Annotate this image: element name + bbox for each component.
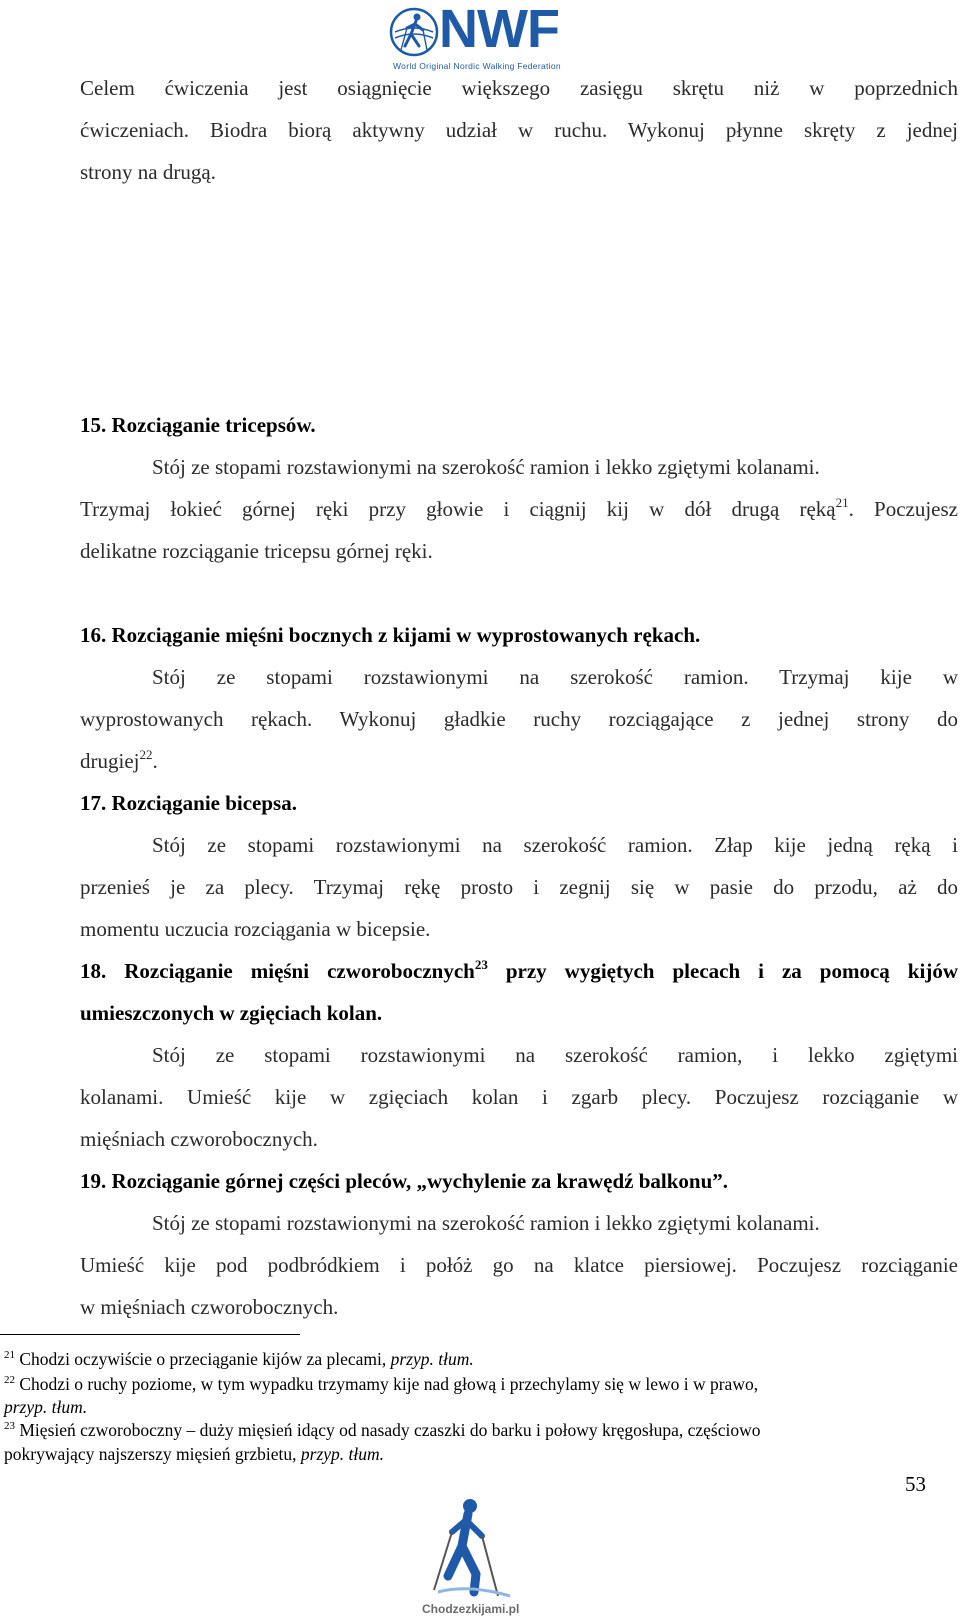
footnote-22-note: przyp. tłum.	[4, 1397, 88, 1417]
footnote-22-cont	[4, 1396, 87, 1418]
exercise-19-title: 19. Rozciąganie górnej części pleców, „wychylenie za krawędź balkonu”.	[80, 1169, 729, 1193]
footnote-23-number: 23	[4, 1420, 15, 1432]
logo-subtitle: World Original Nordic Walking Federation	[393, 61, 561, 71]
exercise-17-line-3: momentu uczucia rozciągania w bicepsie.	[80, 917, 431, 941]
exercise-15-line-2	[80, 496, 958, 522]
footnote-21	[4, 1348, 474, 1370]
exercise-19-line-1: Stój ze stopami rozstawionymi na szerokość ramion i lekko zgiętymi kolanami.	[152, 1211, 820, 1235]
page-number: 53	[905, 1472, 926, 1496]
exercise-15-line-3: delikatne rozciąganie tricepsu górnej ręki.	[80, 539, 433, 563]
footnote-ref-22: 22	[139, 747, 153, 762]
footnote-22-number: 22	[4, 1374, 15, 1386]
exercise-16-line-3-text: drugiej	[80, 749, 140, 773]
footnote-separator	[0, 1334, 300, 1335]
exercise-16-line-2: wyprostowanych rękach. Wykonuj gładkie ruchy rozciągające z jednej strony do	[80, 707, 958, 731]
exercise-17-line-2: przenieś je za plecy. Trzymaj rękę prosto i zegnij się w pasie do przodu, aż do	[80, 875, 958, 899]
exercise-18-line-3: mięśniach czworobocznych.	[80, 1127, 318, 1151]
intro-line-3: strony na drugą.	[80, 160, 216, 184]
exercise-18-line-2: kolanami. Umieść kije w zgięciach kolan i zgarb plecy. Poczujesz rozciąganie w	[80, 1085, 958, 1109]
footnote-21-number: 21	[4, 1349, 15, 1361]
exercise-16-title: 16. Rozciąganie mięśni bocznych z kijami w wyprostowanych rękach.	[80, 623, 701, 647]
footnote-23-note: przyp. tłum.	[300, 1444, 385, 1464]
exercise-19-line-2: Umieść kije pod podbródkiem i połóż go na klatce piersiowej. Poczujesz rozciąganie	[80, 1253, 958, 1277]
intro-line-1: Celem ćwiczenia jest osiągnięcie większego zasięgu skrętu niż w poprzednich	[80, 76, 958, 100]
nwf-logo	[389, 0, 569, 71]
footnote-ref-23: 23	[474, 957, 488, 972]
logo-wordmark: NWF	[439, 0, 559, 59]
footnote-22	[4, 1373, 758, 1395]
footnote-23-text: Mięsień czworoboczny – duży mięsień idący od nasady czaszki do barku i połowy kręgosłupa, częściowo	[19, 1420, 761, 1440]
exercise-15-line-2-text: Trzymaj łokieć górnej ręki przy głowie i ciągnij kij w dół drugą ręką	[80, 497, 836, 521]
exercise-18-line-1: Stój ze stopami rozstawionymi na szerokość ramion, i lekko zgiętymi	[152, 1043, 958, 1067]
exercise-17-title: 17. Rozciąganie bicepsa.	[80, 791, 297, 815]
exercise-15-title: 15. Rozciąganie tricepsów.	[80, 413, 316, 437]
footnote-ref-21: 21	[835, 495, 849, 510]
exercise-17-line-1: Stój ze stopami rozstawionymi na szerokość ramion. Złap kije jedną ręką i	[152, 833, 958, 857]
footnote-22-text: Chodzi o ruchy poziome, w tym wypadku trzymamy kije nad głową i przechylamy się w lewo i w prawo,	[19, 1374, 759, 1394]
exercise-18-title-end: przy wygiętych plecach i za pomocą kijów	[487, 959, 958, 983]
exercise-16-line-1: Stój ze stopami rozstawionymi na szerokość ramion. Trzymaj kije w	[152, 665, 958, 689]
footer-brand-text: Chodzezkijami.pl	[422, 1602, 520, 1616]
footnote-23-text-2: pokrywający najszerszy mięsień grzbietu,	[4, 1444, 297, 1464]
footnote-23	[4, 1419, 760, 1441]
nordic-walker-globe-icon	[389, 6, 439, 58]
exercise-15-line-1: Stój ze stopami rozstawionymi na szerokość ramion i lekko zgiętymi kolanami.	[152, 455, 820, 479]
exercise-16-line-3	[80, 748, 958, 774]
exercise-18-title-text: 18. Rozciąganie mięśni czworobocznych	[80, 959, 475, 983]
exercise-18-title	[80, 958, 958, 984]
exercise-16-line-3-end: .	[152, 749, 158, 773]
exercise-19-line-3: w mięśniach czworobocznych.	[80, 1295, 339, 1319]
footnote-21-text: Chodzi oczywiście o przeciąganie kijów za plecami,	[19, 1349, 387, 1369]
exercise-15-line-2-end: . Poczujesz	[848, 497, 958, 521]
nordic-walker-icon	[418, 1496, 518, 1602]
exercise-18-title-line-2: umieszczonych w zgięciach kolan.	[80, 1001, 383, 1025]
footnote-23-cont	[4, 1443, 384, 1465]
intro-line-2: ćwiczeniach. Biodra biorą aktywny udział w ruchu. Wykonuj płynne skręty z jednej	[80, 118, 958, 142]
footnote-21-note: przyp. tłum.	[390, 1349, 474, 1369]
chodzezkijami-logo	[418, 1496, 518, 1622]
